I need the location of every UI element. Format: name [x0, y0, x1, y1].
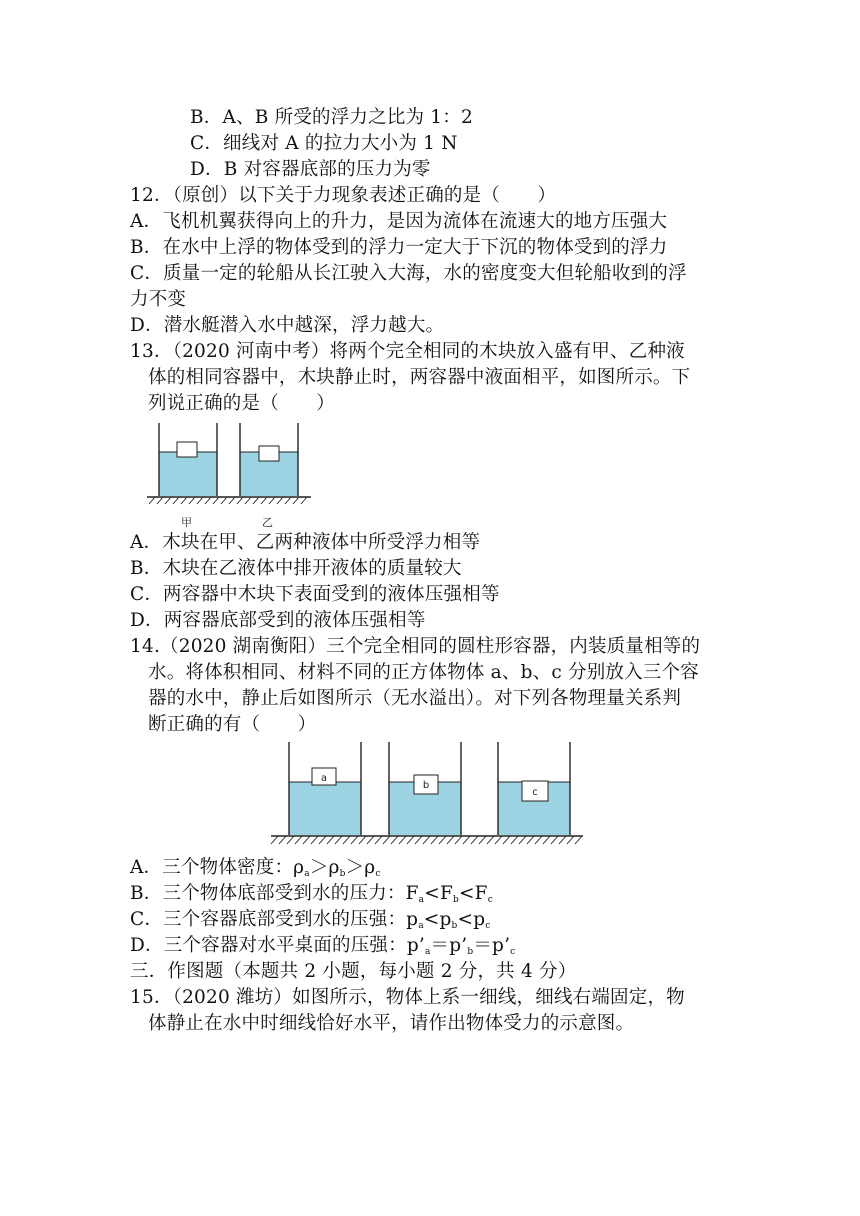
q14-figure [265, 738, 585, 848]
q13-block-yi [259, 446, 279, 461]
q14-stem-line4: 断正确的有（ ） [148, 714, 317, 735]
q11-option-d: D．B 对容器底部的压力为零 [190, 159, 431, 180]
q11-option-c: C．细线对 A 的拉力大小为 1 N [190, 133, 458, 154]
q14-stem-line1: 14.（2020 湖南衡阳）三个完全相同的圆柱形容器，内装质量相等的 [130, 636, 701, 657]
q13-stem-line2: 体的相同容器中，木块静止时，两容器中液面相平，如图所示。下 [148, 367, 691, 388]
q13-option-b: B．木块在乙液体中排开液体的质量较大 [130, 558, 462, 579]
section3-heading: 三．作图题（本题共 2 小题，每小题 2 分，共 4 分） [130, 961, 577, 982]
q12-option-a: A．飞机机翼获得向上的升力，是因为流体在流速大的地方压强大 [130, 211, 668, 232]
q14-block-c-label: c [532, 787, 538, 798]
q13-option-d: D．两容器底部受到的液体压强相等 [130, 610, 426, 631]
q15-stem-line2: 体静止在水中时细线恰好水平，请作出物体受力的示意图。 [148, 1013, 635, 1034]
q14-option-c: C．三个容器底部受到水的压强：$p_a<p_b<p_c$ [130, 909, 491, 931]
q14-water-a [289, 782, 361, 835]
q13-label-yi: 乙 [262, 516, 273, 529]
q11-option-b: B．A、B 所受的浮力之比为 1：2 [190, 107, 473, 128]
q12-option-c-line2: 力不变 [130, 289, 187, 310]
q12-option-d: D．潜水艇潜入水中越深，浮力越大。 [130, 315, 445, 336]
q14-option-d: D．三个容器对水平桌面的压强：$p’_a=p’_b=p’_c$ [130, 935, 516, 957]
q14-option-a: A．三个物体密度：$\rho_a>\rho_b>\rho_c$ [130, 857, 381, 879]
q14-stem-line3: 器的水中，静止后如图所示（无水溢出）。对下列各物理量关系判 [148, 688, 682, 709]
q13-option-c: C．两容器中木块下表面受到的液体压强相等 [130, 584, 500, 605]
q14-option-b: B．三个物体底部受到水的压力：$F_a<F_b<F_c$ [130, 883, 493, 905]
q13-stem-line3: 列说正确的是（ ） [148, 393, 336, 414]
q14-stem-line2: 水。将体积相同、材料不同的正方体物体 a、b、c 分别放入三个容 [148, 662, 699, 683]
q12-stem: 12．（原创）以下关于力现象表述正确的是（ ） [130, 185, 557, 206]
q12-option-c-line1: C．质量一定的轮船从长江驶入大海，水的密度变大但轮船收到的浮 [130, 263, 687, 284]
q14-block-a-label: a [320, 773, 328, 784]
q13-option-a: A．木块在甲、乙两种液体中所受浮力相等 [130, 532, 481, 553]
q13-stem-line1: 13．（2020 河南中考）将两个完全相同的木块放入盛有甲、乙种液 [130, 341, 685, 362]
q12-option-b: B．在水中上浮的物体受到的浮力一定大于下沉的物体受到的浮力 [130, 237, 668, 258]
q15-stem-line1: 15．（2020 潍坊）如图所示，物体上系一细线，细线右端固定，物 [130, 987, 685, 1008]
q14-block-b-label: b [422, 780, 430, 791]
q13-block-jia [177, 442, 197, 457]
q13-label-jia: 甲 [181, 516, 192, 529]
q13-water-jia [159, 452, 217, 496]
q13-figure [145, 418, 345, 508]
